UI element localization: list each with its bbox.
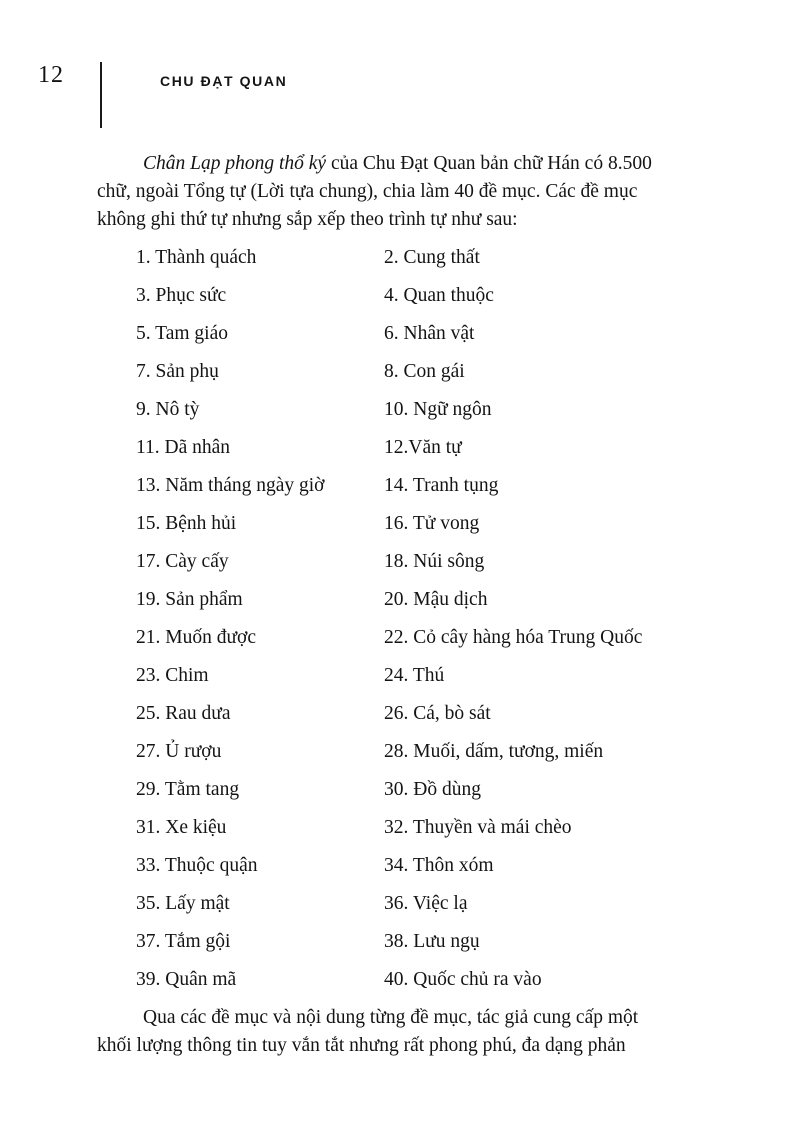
chapter-item: 12.Văn tự	[384, 437, 462, 458]
chapter-item: 13. Năm tháng ngày giờ	[136, 475, 325, 496]
chapter-row	[0, 928, 793, 966]
intro-line-1	[97, 150, 703, 178]
chapter-item: 19. Sản phẩm	[136, 589, 243, 610]
header-divider	[100, 62, 102, 128]
chapter-item: 29. Tằm tang	[136, 779, 240, 800]
chapter-item: 30. Đồ dùng	[384, 779, 481, 800]
chapter-row	[0, 320, 793, 358]
chapter-item: 2. Cung thất	[384, 247, 480, 268]
chapter-row	[0, 472, 793, 510]
chapter-item: 9. Nô tỳ	[136, 399, 200, 420]
chapter-row	[0, 814, 793, 852]
chapter-row	[0, 396, 793, 434]
chapter-item: 27. Ủ rượu	[136, 741, 222, 762]
chapter-item: 20. Mậu dịch	[384, 589, 488, 610]
chapter-item: 31. Xe kiệu	[136, 817, 227, 838]
chapter-item: 16. Tử vong	[384, 513, 480, 534]
chapter-row	[0, 852, 793, 890]
chapter-item: 28. Muối, dấm, tương, miến	[384, 741, 604, 762]
chapter-item: 14. Tranh tụng	[384, 475, 499, 496]
chapter-item: 35. Lấy mật	[136, 893, 230, 914]
chapter-item: 36. Việc lạ	[384, 893, 468, 914]
chapter-row	[0, 282, 793, 320]
chapter-row	[0, 244, 793, 282]
chapter-row	[0, 966, 793, 1004]
chapter-row	[0, 700, 793, 738]
chapter-row	[0, 358, 793, 396]
chapter-item: 24. Thú	[384, 665, 445, 686]
chapter-item: 8. Con gái	[384, 361, 465, 382]
chapter-row	[0, 890, 793, 928]
closing-line-1: Qua các đề mục và nội dung từng đề mục, tác giả cung cấp một	[143, 1007, 639, 1028]
chapter-item: 34. Thôn xóm	[384, 855, 494, 876]
intro-paragraph	[97, 150, 703, 234]
chapter-item: 25. Rau dưa	[136, 703, 231, 724]
chapter-item: 23. Chim	[136, 665, 209, 686]
chapter-item: 22. Cỏ cây hàng hóa Trung Quốc	[384, 627, 643, 648]
chapter-row	[0, 662, 793, 700]
chapter-item: 21. Muốn được	[136, 627, 256, 648]
page-number: 12	[38, 62, 64, 88]
chapter-item: 4. Quan thuộc	[384, 285, 494, 306]
closing-paragraph	[97, 1004, 703, 1060]
chapter-row	[0, 548, 793, 586]
chapter-item: 33. Thuộc quận	[136, 855, 258, 876]
chapter-item: 1. Thành quách	[136, 247, 257, 268]
chapter-list	[0, 244, 793, 1004]
chapter-row	[0, 510, 793, 548]
chapter-item: 37. Tắm gội	[136, 931, 231, 952]
chapter-item: 11. Dã nhân	[136, 437, 231, 458]
chapter-row	[0, 776, 793, 814]
running-head: CHU ĐẠT QUAN	[160, 73, 288, 89]
intro-line-2: chữ, ngoài Tổng tự (Lời tựa chung), chia làm 40 đề mục. Các đề mục	[97, 181, 638, 202]
chapter-row	[0, 586, 793, 624]
chapter-item: 18. Núi sông	[384, 551, 485, 572]
closing-line-2: khối lượng thông tin tuy vắn tắt nhưng rất phong phú, đa dạng phản	[97, 1035, 626, 1056]
chapter-item: 26. Cá, bò sát	[384, 703, 491, 724]
chapter-item: 15. Bệnh hủi	[136, 513, 237, 534]
chapter-item: 7. Sản phụ	[136, 361, 219, 382]
chapter-item: 38. Lưu ngụ	[384, 931, 480, 952]
intro-line-3: không ghi thứ tự nhưng sắp xếp theo trình tự như sau:	[97, 209, 518, 230]
chapter-item: 5. Tam giáo	[136, 323, 228, 344]
chapter-row	[0, 434, 793, 472]
chapter-item: 17. Cày cấy	[136, 551, 229, 572]
chapter-item: 3. Phục sức	[136, 285, 227, 306]
chapter-item: 6. Nhân vật	[384, 323, 475, 344]
chapter-item: 10. Ngữ ngôn	[384, 399, 492, 420]
intro-line-1-text: của Chu Đạt Quan bản chữ Hán có 8.500	[326, 153, 652, 174]
chapter-item: 39. Quân mã	[136, 969, 237, 990]
chapter-row	[0, 738, 793, 776]
book-title: Chân Lạp phong thổ ký	[143, 153, 327, 174]
chapter-row	[0, 624, 793, 662]
chapter-item: 40. Quốc chủ ra vào	[384, 969, 542, 990]
chapter-item: 32. Thuyền và mái chèo	[384, 817, 572, 838]
